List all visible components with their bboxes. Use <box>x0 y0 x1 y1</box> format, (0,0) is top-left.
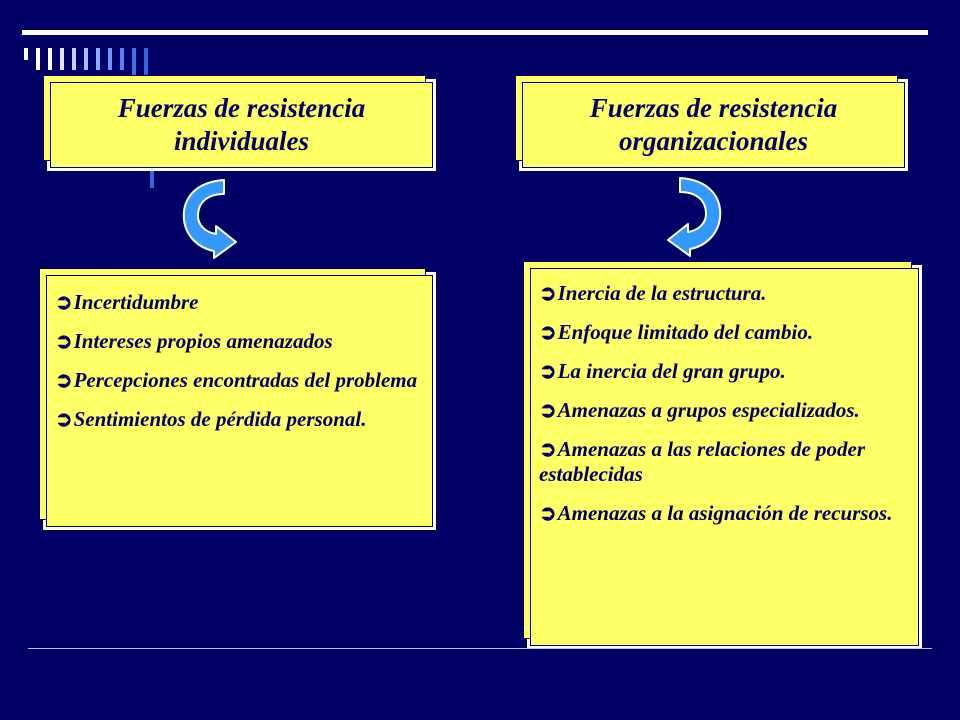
list-item: ➲La inercia del gran grupo. <box>539 359 786 383</box>
arrow-right-icon: ➲ <box>539 359 557 383</box>
left-curved-arrow-icon <box>176 178 242 260</box>
right-list <box>539 281 906 526</box>
list-item: ➲Intereses propios amenazados <box>55 329 333 353</box>
arrow-right-icon: ➲ <box>539 501 557 525</box>
right-title: Fuerzas de resistencia organizacionales <box>589 93 838 156</box>
list-item: ➲Percepciones encontradas del problema <box>55 368 418 392</box>
right-title-box <box>522 82 905 168</box>
list-item: ➲Inercia de la estructura. <box>539 281 767 305</box>
arrow-right-icon: ➲ <box>539 281 557 305</box>
list-item: ➲Sentimientos de pérdida personal. <box>55 407 367 431</box>
arrow-right-icon: ➲ <box>55 407 73 431</box>
arrow-right-icon: ➲ <box>539 320 557 344</box>
left-title-box <box>50 82 433 168</box>
list-item: ➲Incertidumbre <box>55 290 199 314</box>
arrow-right-icon: ➲ <box>55 368 73 392</box>
list-item: ➲Amenazas a grupos especializados. <box>539 398 860 422</box>
right-curved-arrow-icon <box>662 176 728 258</box>
left-title: Fuerzas de resistencia individuales <box>117 93 366 156</box>
bottom-rule <box>28 648 932 649</box>
right-list-box <box>530 268 919 646</box>
top-rule <box>22 30 928 35</box>
left-list-box <box>46 275 433 527</box>
list-item: ➲Amenazas a la asignación de recursos. <box>539 501 893 525</box>
arrow-right-icon: ➲ <box>539 437 557 461</box>
arrow-right-icon: ➲ <box>539 398 557 422</box>
left-list <box>55 290 420 432</box>
arrow-right-icon: ➲ <box>55 329 73 353</box>
list-item: ➲Amenazas a las relaciones de poder establecidas <box>539 437 866 486</box>
list-item: ➲Enfoque limitado del cambio. <box>539 320 814 344</box>
arrow-right-icon: ➲ <box>55 290 73 314</box>
